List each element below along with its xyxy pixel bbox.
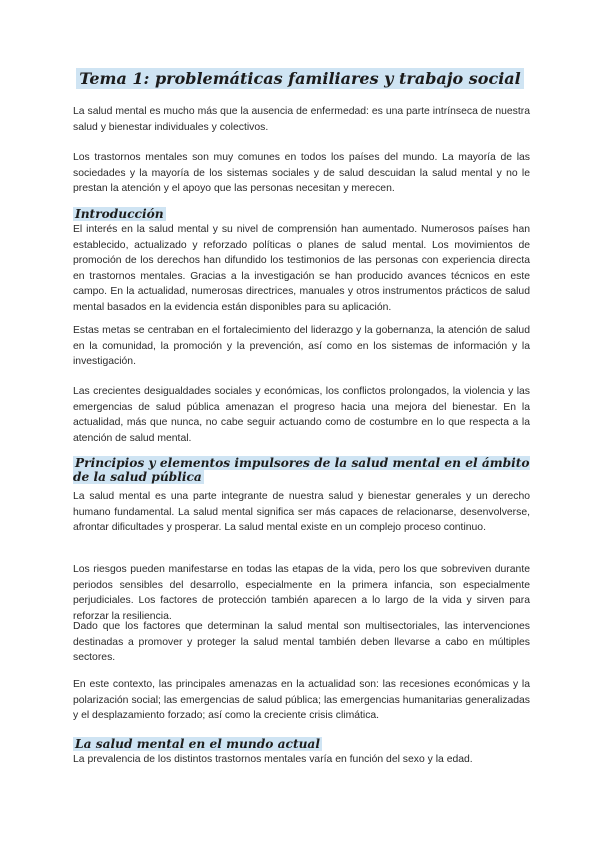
section3-paragraph-1: La prevalencia de los distintos trastornos mentales varía en función del sexo y la edad. [73, 754, 473, 765]
section-heading-text: Principios y elementos impulsores de la salud mental en el ámbito de la salud pública [73, 456, 530, 484]
section2-paragraph-2: Los riesgos pueden manifestarse en todas las etapas de la vida, pero los que sobreviven durante periodos sensibles del desarrollo, especialmente en la primera infancia, son especialmente perjudiciales. Los factores de protección también aparecen a lo largo de la vida y sirven para reforzar la resiliencia. [73, 564, 530, 622]
section2-paragraph-4: En este contexto, las principales amenazas en la actualidad son: las recesiones económicas y la polarización social; las emergencias de salud pública; las emergencias humanitarias generalizadas y el desplazamiento forzado; así como la creciente crisis climática. [73, 679, 530, 722]
section-heading-principios [73, 456, 530, 484]
section-heading-mundo-actual [73, 737, 530, 751]
section-heading-text: La salud mental en el mundo actual [75, 737, 320, 751]
section2-paragraph-3: Dado que los factores que determinan la salud mental son multisectoriales, las intervenciones destinadas a promover y proteger la salud mental también deben llevarse a cabo en múltiples sectores. [73, 621, 530, 664]
section-heading-text: Introducción [75, 207, 164, 221]
section1-paragraph-2: Estas metas se centraban en el fortalecimiento del liderazgo y la gobernanza, la atención de salud en la comunidad, la promoción y la prevención, así como en los sistemas de información y la investigación. [73, 325, 530, 368]
section2-paragraph-1: La salud mental es una parte integrante de nuestra salud y bienestar generales y un derecho humano fundamental. La salud mental significa ser más capaces de relacionarse, desenvolverse, afrontar dificultades y prosperar. La salud mental existe en un complejo proceso continuo. [73, 491, 530, 534]
page-title-text: Tema 1: problemáticas familiares y trabajo social [76, 68, 523, 89]
intro-paragraph-2: Los trastornos mentales son muy comunes en todos los países del mundo. La mayoría de las sociedades y la mayoría de los sistemas sociales y de salud descuidan la salud mental y no le prestan la atención y el apoyo que las personas necesitan y merecen. [73, 152, 530, 195]
section1-paragraph-3: Las crecientes desigualdades sociales y económicas, los conflictos prolongados, la violencia y las emergencias de salud pública amenazan el progreso hacia una mejora del bienestar. En la actualidad, más que nunca, no cabe seguir actuando como de costumbre en lo que respecta a la atención de salud mental. [73, 386, 530, 444]
section-heading-introduccion [73, 207, 530, 221]
section1-paragraph-1: El interés en la salud mental y su nivel de comprensión han aumentado. Numerosos países han establecido, actualizado y reforzado políticas o planes de salud mental. Los movimientos de promoción de los derechos han difundido los testimonios de las personas con experiencia directa en trastornos mentales. Gracias a la investigación se han producido avances técnicos en este campo. En la actualidad, numerosas directrices, manuales y otros instrumentos prácticos de salud mental basados en la evidencia están disponibles para su aplicación. [73, 224, 530, 313]
intro-paragraph-1: La salud mental es mucho más que la ausencia de enfermedad: es una parte intrínseca de nuestra salud y bienestar individuales y colectivos. [73, 106, 530, 133]
page-title [0, 69, 600, 88]
